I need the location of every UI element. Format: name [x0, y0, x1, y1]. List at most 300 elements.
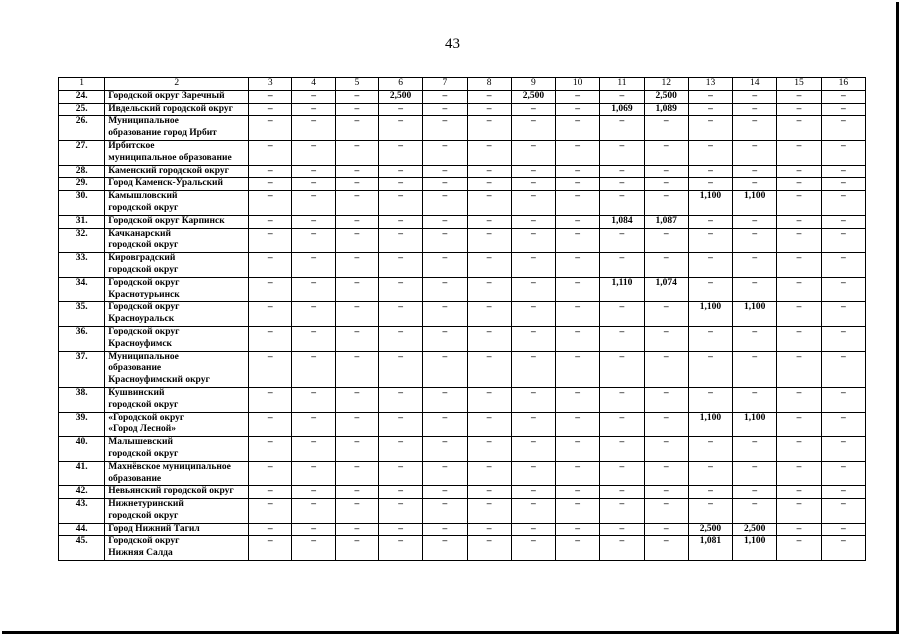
value-cell: –: [777, 178, 821, 191]
value-cell: –: [777, 228, 821, 253]
value-cell: –: [644, 536, 688, 561]
value-cell: –: [292, 277, 335, 302]
value-cell: –: [644, 412, 688, 437]
value-cell: 2,500: [688, 523, 732, 536]
municipality-name-line: Красноуральск: [108, 314, 175, 325]
value-cell: –: [292, 387, 335, 412]
value-cell: –: [600, 437, 644, 462]
municipality-name-line: Кировградский: [108, 253, 176, 264]
value-cell: –: [423, 499, 467, 524]
municipality-name-line: Городской округ: [108, 277, 180, 288]
municipality-name: [105, 253, 249, 278]
value-cell: –: [249, 228, 292, 253]
value-cell: –: [777, 116, 821, 141]
municipality-name: [105, 103, 249, 116]
municipality-name: [105, 191, 249, 216]
value-cell: –: [249, 178, 292, 191]
value-cell: –: [292, 228, 335, 253]
table-row: [59, 215, 866, 228]
value-cell: –: [733, 215, 777, 228]
value-cell: –: [644, 486, 688, 499]
value-cell: –: [378, 277, 422, 302]
value-cell: –: [733, 140, 777, 165]
value-cell: –: [821, 103, 865, 116]
value-cell: 1,100: [733, 412, 777, 437]
value-cell: 1,110: [600, 277, 644, 302]
value-cell: –: [688, 387, 732, 412]
municipality-name-line: Город Каменск-Уральский: [108, 178, 224, 189]
municipality-name: [105, 326, 249, 351]
row-number: 30.: [59, 191, 105, 216]
table-row: [59, 277, 866, 302]
value-cell: –: [777, 523, 821, 536]
table-row: [59, 326, 866, 351]
value-cell: –: [511, 499, 555, 524]
value-cell: –: [600, 387, 644, 412]
value-cell: –: [378, 351, 422, 387]
value-cell: –: [378, 140, 422, 165]
column-header: 5: [335, 78, 378, 91]
value-cell: –: [688, 116, 732, 141]
value-cell: –: [688, 103, 732, 116]
municipality-name-line: Нижняя Салда: [108, 548, 173, 559]
value-cell: –: [600, 499, 644, 524]
value-cell: –: [777, 103, 821, 116]
value-cell: –: [733, 178, 777, 191]
value-cell: –: [600, 412, 644, 437]
value-cell: –: [511, 228, 555, 253]
value-cell: –: [688, 437, 732, 462]
value-cell: –: [335, 412, 378, 437]
value-cell: –: [777, 461, 821, 486]
value-cell: –: [821, 165, 865, 178]
row-number: 33.: [59, 253, 105, 278]
value-cell: –: [423, 178, 467, 191]
value-cell: –: [600, 165, 644, 178]
value-cell: –: [249, 499, 292, 524]
table-row: [59, 116, 866, 141]
value-cell: –: [821, 351, 865, 387]
municipality-name-line: Малышевский: [108, 437, 173, 448]
value-cell: –: [378, 103, 422, 116]
value-cell: –: [600, 302, 644, 327]
value-cell: –: [777, 486, 821, 499]
value-cell: –: [335, 116, 378, 141]
value-cell: –: [777, 499, 821, 524]
municipality-name-line: городской округ: [108, 448, 179, 459]
value-cell: –: [556, 437, 600, 462]
value-cell: –: [688, 178, 732, 191]
value-cell: –: [733, 351, 777, 387]
value-cell: –: [423, 116, 467, 141]
table-row: [59, 103, 866, 116]
value-cell: 1,069: [600, 103, 644, 116]
table-row: [59, 228, 866, 253]
value-cell: –: [733, 486, 777, 499]
column-header: 15: [777, 78, 821, 91]
value-cell: –: [644, 461, 688, 486]
value-cell: 2,500: [511, 90, 555, 103]
value-cell: –: [821, 412, 865, 437]
value-cell: –: [688, 277, 732, 302]
value-cell: –: [335, 499, 378, 524]
value-cell: –: [733, 103, 777, 116]
municipality-name-line: Городской округ: [108, 302, 180, 313]
value-cell: –: [511, 536, 555, 561]
value-cell: –: [292, 253, 335, 278]
value-cell: –: [249, 326, 292, 351]
value-cell: –: [249, 351, 292, 387]
value-cell: –: [378, 116, 422, 141]
value-cell: –: [777, 253, 821, 278]
value-cell: –: [378, 461, 422, 486]
row-number: 36.: [59, 326, 105, 351]
value-cell: –: [556, 486, 600, 499]
value-cell: –: [378, 191, 422, 216]
value-cell: –: [777, 165, 821, 178]
table-row: [59, 90, 866, 103]
value-cell: –: [467, 486, 511, 499]
value-cell: –: [249, 437, 292, 462]
column-header: 7: [423, 78, 467, 91]
value-cell: –: [644, 437, 688, 462]
row-number: 27.: [59, 140, 105, 165]
value-cell: –: [511, 437, 555, 462]
value-cell: –: [292, 536, 335, 561]
value-cell: –: [511, 191, 555, 216]
value-cell: –: [821, 486, 865, 499]
value-cell: –: [821, 140, 865, 165]
value-cell: –: [292, 461, 335, 486]
value-cell: 1,074: [644, 277, 688, 302]
value-cell: –: [292, 165, 335, 178]
value-cell: –: [511, 387, 555, 412]
value-cell: –: [777, 536, 821, 561]
value-cell: –: [777, 351, 821, 387]
value-cell: –: [821, 437, 865, 462]
value-cell: 1,089: [644, 103, 688, 116]
value-cell: –: [777, 387, 821, 412]
table-row: [59, 412, 866, 437]
value-cell: –: [600, 326, 644, 351]
value-cell: –: [821, 523, 865, 536]
value-cell: –: [644, 228, 688, 253]
column-header: 4: [292, 78, 335, 91]
value-cell: –: [733, 499, 777, 524]
municipality-name: [105, 486, 249, 499]
value-cell: –: [467, 165, 511, 178]
value-cell: –: [378, 326, 422, 351]
municipality-name-line: «Городской округ: [108, 412, 185, 423]
municipality-name-line: Махнёвское муниципальное: [108, 461, 231, 472]
value-cell: –: [688, 215, 732, 228]
value-cell: –: [249, 461, 292, 486]
value-cell: –: [600, 191, 644, 216]
column-header: 16: [821, 78, 865, 91]
municipality-name-line: Красноуфимск: [108, 338, 173, 349]
value-cell: –: [467, 191, 511, 216]
municipality-name: [105, 523, 249, 536]
row-number: 37.: [59, 351, 105, 387]
value-cell: –: [423, 412, 467, 437]
municipality-name-line: Муниципальное: [108, 351, 179, 362]
column-header: 2: [105, 78, 249, 91]
value-cell: –: [644, 326, 688, 351]
column-header: 11: [600, 78, 644, 91]
value-cell: –: [423, 326, 467, 351]
column-header: 1: [59, 78, 105, 91]
table-row: [59, 178, 866, 191]
value-cell: –: [777, 437, 821, 462]
value-cell: –: [821, 253, 865, 278]
value-cell: –: [511, 178, 555, 191]
value-cell: 1,100: [688, 191, 732, 216]
municipality-name: [105, 437, 249, 462]
table-row: [59, 253, 866, 278]
value-cell: –: [467, 228, 511, 253]
value-cell: 2,500: [378, 90, 422, 103]
municipality-name: [105, 116, 249, 141]
value-cell: –: [292, 523, 335, 536]
value-cell: –: [423, 103, 467, 116]
value-cell: –: [511, 461, 555, 486]
value-cell: –: [467, 387, 511, 412]
value-cell: –: [556, 387, 600, 412]
municipality-name: [105, 165, 249, 178]
municipality-name: [105, 536, 249, 561]
value-cell: –: [335, 486, 378, 499]
table-row: [59, 499, 866, 524]
value-cell: –: [378, 499, 422, 524]
table-row: [59, 302, 866, 327]
value-cell: –: [556, 302, 600, 327]
table-header-row: [59, 78, 866, 91]
value-cell: –: [335, 90, 378, 103]
value-cell: –: [335, 277, 378, 302]
value-cell: –: [378, 178, 422, 191]
municipality-name-line: Городской округ Заречный: [108, 90, 225, 101]
municipality-name-line: Ивдельский городской округ: [108, 103, 233, 114]
value-cell: –: [644, 302, 688, 327]
table-row: [59, 437, 866, 462]
value-cell: –: [688, 351, 732, 387]
municipality-name: [105, 499, 249, 524]
value-cell: –: [733, 253, 777, 278]
value-cell: –: [335, 140, 378, 165]
municipality-name: [105, 215, 249, 228]
value-cell: –: [733, 116, 777, 141]
row-number: 29.: [59, 178, 105, 191]
municipality-name-line: Городской округ Карпинск: [108, 215, 225, 226]
value-cell: –: [511, 302, 555, 327]
page-number: 43: [445, 36, 460, 52]
value-cell: –: [688, 140, 732, 165]
value-cell: –: [733, 90, 777, 103]
value-cell: –: [511, 215, 555, 228]
value-cell: –: [511, 277, 555, 302]
value-cell: –: [556, 178, 600, 191]
value-cell: 1,100: [733, 536, 777, 561]
value-cell: –: [249, 191, 292, 216]
value-cell: –: [511, 412, 555, 437]
value-cell: –: [467, 536, 511, 561]
value-cell: –: [335, 326, 378, 351]
row-number: 38.: [59, 387, 105, 412]
value-cell: –: [556, 536, 600, 561]
row-number: 32.: [59, 228, 105, 253]
municipality-name-line: Нижнетуринский: [108, 499, 184, 510]
value-cell: –: [335, 228, 378, 253]
value-cell: –: [556, 412, 600, 437]
value-cell: 1,087: [644, 215, 688, 228]
value-cell: –: [688, 253, 732, 278]
value-cell: –: [821, 326, 865, 351]
value-cell: –: [292, 326, 335, 351]
municipality-name-line: Краснотурьинск: [108, 289, 180, 300]
value-cell: –: [423, 165, 467, 178]
column-header: 13: [688, 78, 732, 91]
row-number: 45.: [59, 536, 105, 561]
value-cell: –: [688, 326, 732, 351]
municipality-name-line: Красноуфимский округ: [108, 375, 210, 386]
value-cell: –: [644, 140, 688, 165]
value-cell: –: [777, 326, 821, 351]
municipality-name: [105, 387, 249, 412]
value-cell: –: [600, 90, 644, 103]
value-cell: –: [292, 215, 335, 228]
row-number: 26.: [59, 116, 105, 141]
value-cell: –: [644, 387, 688, 412]
municipality-name-line: Городской округ: [108, 326, 180, 337]
value-cell: –: [423, 387, 467, 412]
value-cell: –: [292, 116, 335, 141]
value-cell: –: [423, 302, 467, 327]
municipality-name: [105, 412, 249, 437]
value-cell: –: [777, 412, 821, 437]
value-cell: –: [511, 351, 555, 387]
value-cell: –: [600, 351, 644, 387]
municipality-name-line: Камышловский: [108, 191, 178, 202]
value-cell: –: [511, 486, 555, 499]
value-cell: –: [423, 140, 467, 165]
table-row: [59, 387, 866, 412]
value-cell: –: [821, 228, 865, 253]
value-cell: –: [733, 228, 777, 253]
row-number: 28.: [59, 165, 105, 178]
value-cell: –: [821, 302, 865, 327]
value-cell: –: [249, 215, 292, 228]
value-cell: –: [292, 486, 335, 499]
value-cell: –: [378, 215, 422, 228]
row-number: 41.: [59, 461, 105, 486]
value-cell: –: [600, 178, 644, 191]
value-cell: –: [423, 90, 467, 103]
value-cell: –: [688, 486, 732, 499]
value-cell: –: [292, 90, 335, 103]
municipality-name-line: муниципальное образование: [108, 152, 232, 163]
value-cell: –: [249, 387, 292, 412]
value-cell: –: [249, 523, 292, 536]
municipality-name-line: «Город Лесной»: [108, 424, 176, 435]
value-cell: –: [292, 103, 335, 116]
value-cell: –: [292, 437, 335, 462]
value-cell: –: [600, 253, 644, 278]
value-cell: –: [733, 461, 777, 486]
column-header: 9: [511, 78, 555, 91]
municipality-name-line: Муниципальное: [108, 116, 179, 127]
municipality-name-line: городской округ: [108, 399, 179, 410]
value-cell: –: [644, 191, 688, 216]
value-cell: –: [600, 140, 644, 165]
value-cell: –: [423, 191, 467, 216]
municipality-name: [105, 302, 249, 327]
value-cell: –: [378, 412, 422, 437]
value-cell: –: [511, 165, 555, 178]
value-cell: –: [378, 302, 422, 327]
value-cell: –: [467, 461, 511, 486]
value-cell: –: [821, 116, 865, 141]
value-cell: –: [821, 215, 865, 228]
value-cell: –: [600, 486, 644, 499]
value-cell: –: [821, 191, 865, 216]
data-table: [58, 77, 866, 561]
column-header: 14: [733, 78, 777, 91]
municipality-name-line: Ирбитское: [108, 140, 155, 151]
row-number: 35.: [59, 302, 105, 327]
value-cell: –: [511, 326, 555, 351]
value-cell: 1,100: [733, 302, 777, 327]
municipality-name-line: Город Нижний Тагил: [108, 523, 200, 534]
value-cell: –: [688, 228, 732, 253]
municipality-name: [105, 461, 249, 486]
value-cell: –: [600, 116, 644, 141]
table-row: [59, 191, 866, 216]
value-cell: –: [511, 253, 555, 278]
value-cell: –: [467, 302, 511, 327]
value-cell: –: [423, 523, 467, 536]
value-cell: –: [467, 140, 511, 165]
value-cell: –: [335, 253, 378, 278]
value-cell: –: [511, 140, 555, 165]
value-cell: –: [733, 165, 777, 178]
value-cell: –: [777, 140, 821, 165]
value-cell: –: [467, 215, 511, 228]
value-cell: –: [644, 178, 688, 191]
value-cell: –: [777, 215, 821, 228]
table-row: [59, 351, 866, 387]
row-number: 43.: [59, 499, 105, 524]
value-cell: –: [688, 461, 732, 486]
value-cell: –: [423, 461, 467, 486]
column-header: 3: [249, 78, 292, 91]
value-cell: –: [335, 191, 378, 216]
value-cell: –: [556, 215, 600, 228]
value-cell: –: [688, 499, 732, 524]
row-number: 44.: [59, 523, 105, 536]
value-cell: –: [467, 103, 511, 116]
value-cell: –: [556, 461, 600, 486]
value-cell: –: [249, 103, 292, 116]
value-cell: –: [378, 228, 422, 253]
value-cell: –: [292, 191, 335, 216]
value-cell: –: [733, 437, 777, 462]
value-cell: –: [777, 302, 821, 327]
value-cell: –: [600, 536, 644, 561]
table-row: [59, 140, 866, 165]
value-cell: –: [467, 523, 511, 536]
table-body: [59, 90, 866, 560]
value-cell: –: [423, 536, 467, 561]
